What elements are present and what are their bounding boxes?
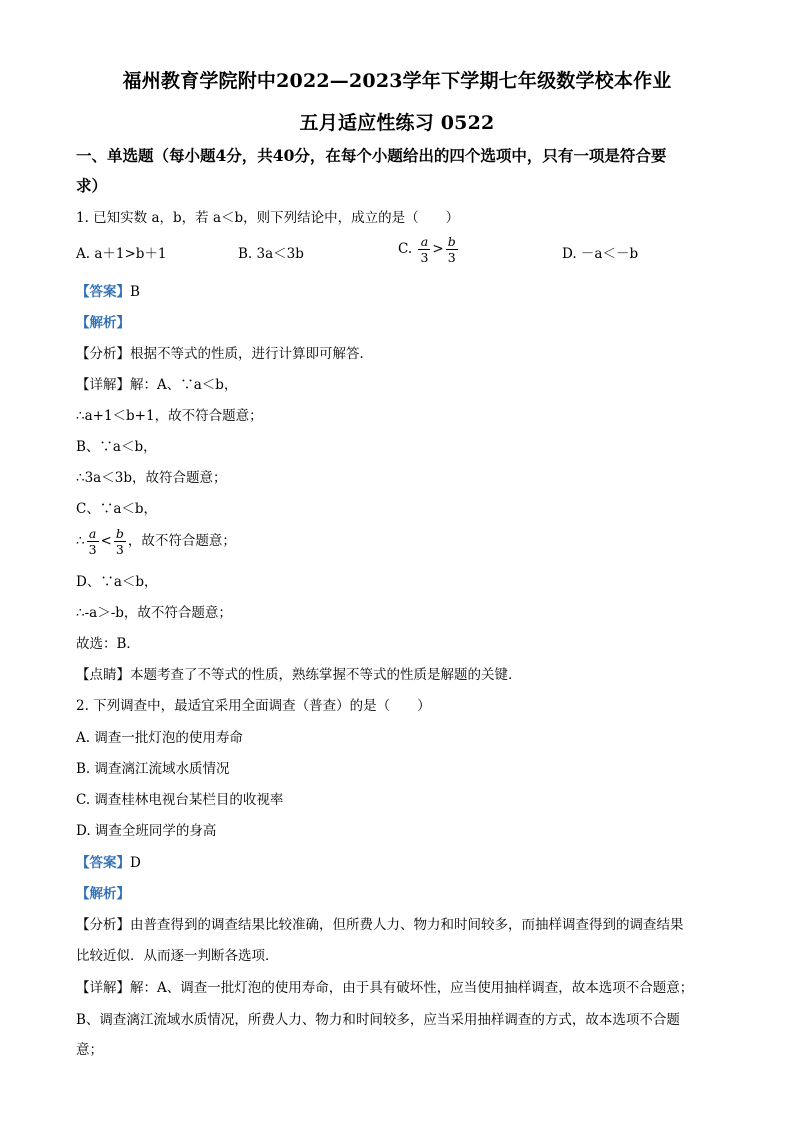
q2-stem: 2. 下列调查中，最适宜采用全面调查（普查）的是（ ）	[76, 698, 431, 714]
detail-fraction-b	[114, 526, 126, 557]
fenxi-label: 【分析】	[76, 346, 130, 362]
q1-answer	[76, 282, 716, 302]
fenxi-text: 由普查得到的调查结果比较准确，但所费人力、物力和时间较多，而抽样调查得到的调查结果	[130, 917, 684, 933]
q2-answer	[76, 853, 716, 873]
fraction-numerator: b	[115, 526, 124, 541]
document-title-line-1: 福州教育学院附中2022—2023学年下学期七年级数学校本作业	[122, 70, 672, 92]
q1-option-c-label: C.	[398, 241, 413, 257]
q2-option-a: A. 调查一批灯泡的使用寿命	[76, 730, 243, 746]
q1-detail-line-7: D、∵a＜b，	[76, 574, 158, 590]
therefore-symbol: ∴	[76, 533, 85, 549]
answer-label: 【答案】	[76, 855, 130, 871]
q1-dianjing	[76, 665, 716, 685]
analysis-label: 【解析】	[76, 315, 130, 331]
q1-analysis-label	[76, 313, 716, 333]
q2-detail-line-3: 意；	[76, 1042, 103, 1058]
q1-detail-line-3: B、∵a＜b，	[76, 439, 157, 455]
fenxi-text: 根据不等式的性质，进行计算即可解答．	[130, 346, 373, 362]
dianjing-text: 本题考查了不等式的性质，熟练掌握不等式的性质是解题的关键．	[130, 667, 522, 683]
section-heading: 一、单选题（每小题4分，共40分，在每个小题给出的四个选项中，只有一项是符合要	[76, 146, 667, 165]
answer-value: B	[130, 284, 140, 300]
answer-value: D	[130, 855, 141, 871]
q2-analysis-label	[76, 884, 716, 904]
q2-fenxi-line-1	[76, 915, 716, 935]
q1-detail-line-4: ∴3a＜3b，故符合题意；	[76, 470, 227, 486]
q2-detail-line-1	[76, 978, 716, 998]
fraction-denominator: 3	[447, 250, 456, 265]
q1-option-c-fraction-a	[418, 234, 430, 265]
fraction-denominator: 3	[115, 542, 124, 557]
fraction-numerator: a	[418, 234, 430, 250]
q1-detail-line-2: ∴a+1＜b+1，故不符合题意；	[76, 408, 263, 424]
q2-option-d: D. 调查全班同学的身高	[76, 823, 217, 839]
q1-option-c-fraction-b	[446, 234, 458, 265]
detail-text: 解：A、调查一批灯泡的使用寿命，由于具有破坏性，应当使用抽样调查，故本选项不合题意；	[130, 980, 694, 996]
q1-detail-line-8: ∴-a＞-b，故不符合题意；	[76, 605, 232, 621]
fraction-numerator: a	[87, 526, 99, 542]
q1-option-d: D. －a＜－b	[562, 246, 639, 262]
q1-option-c	[398, 234, 460, 265]
q1-stem: 1. 已知实数 a，b，若 a＜b，则下列结论中，成立的是（ ）	[76, 210, 460, 226]
dianjing-label: 【点睛】	[76, 667, 130, 683]
fraction-numerator: b	[447, 234, 456, 249]
q1-detail-line-5: C、∵a＜b，	[76, 501, 158, 517]
detail-relation: <	[100, 533, 112, 549]
detail-text: 解：A、∵a＜b，	[130, 377, 238, 393]
q1-option-b: B. 3a＜3b	[238, 246, 304, 262]
detail-fraction-a	[87, 526, 99, 557]
q1-detail-line-9: 故选：B．	[76, 636, 140, 652]
fenxi-label: 【分析】	[76, 917, 130, 933]
q1-detail-line-1	[76, 375, 716, 395]
fraction-denominator: 3	[420, 250, 429, 265]
answer-label: 【答案】	[76, 284, 130, 300]
detail-conclusion: ，故不符合题意；	[127, 533, 236, 549]
q2-detail-line-2: B、调查漓江流域水质情况，所费人力、物力和时间较多，应当采用抽样调查的方式，故本选项不合题	[76, 1012, 680, 1028]
q2-option-c: C. 调查桂林电视台某栏目的收视率	[76, 792, 284, 808]
q2-option-b: B. 调查漓江流域水质情况	[76, 761, 230, 777]
q1-detail-line-6	[76, 526, 716, 557]
q1-fenxi	[76, 344, 716, 364]
detail-label: 【详解】	[76, 377, 130, 393]
detail-label: 【详解】	[76, 980, 130, 996]
analysis-label: 【解析】	[76, 886, 130, 902]
document-title-line-2: 五月适应性练习 0522	[299, 112, 495, 134]
q1-option-a: A. a＋1>b＋1	[76, 246, 167, 262]
q1-option-c-relation: >	[432, 241, 444, 257]
fraction-denominator: 3	[88, 542, 97, 557]
section-heading-cont: 求）	[76, 176, 108, 195]
q2-fenxi-line-2: 比较近似．从而逐一判断各选项．	[76, 948, 279, 964]
